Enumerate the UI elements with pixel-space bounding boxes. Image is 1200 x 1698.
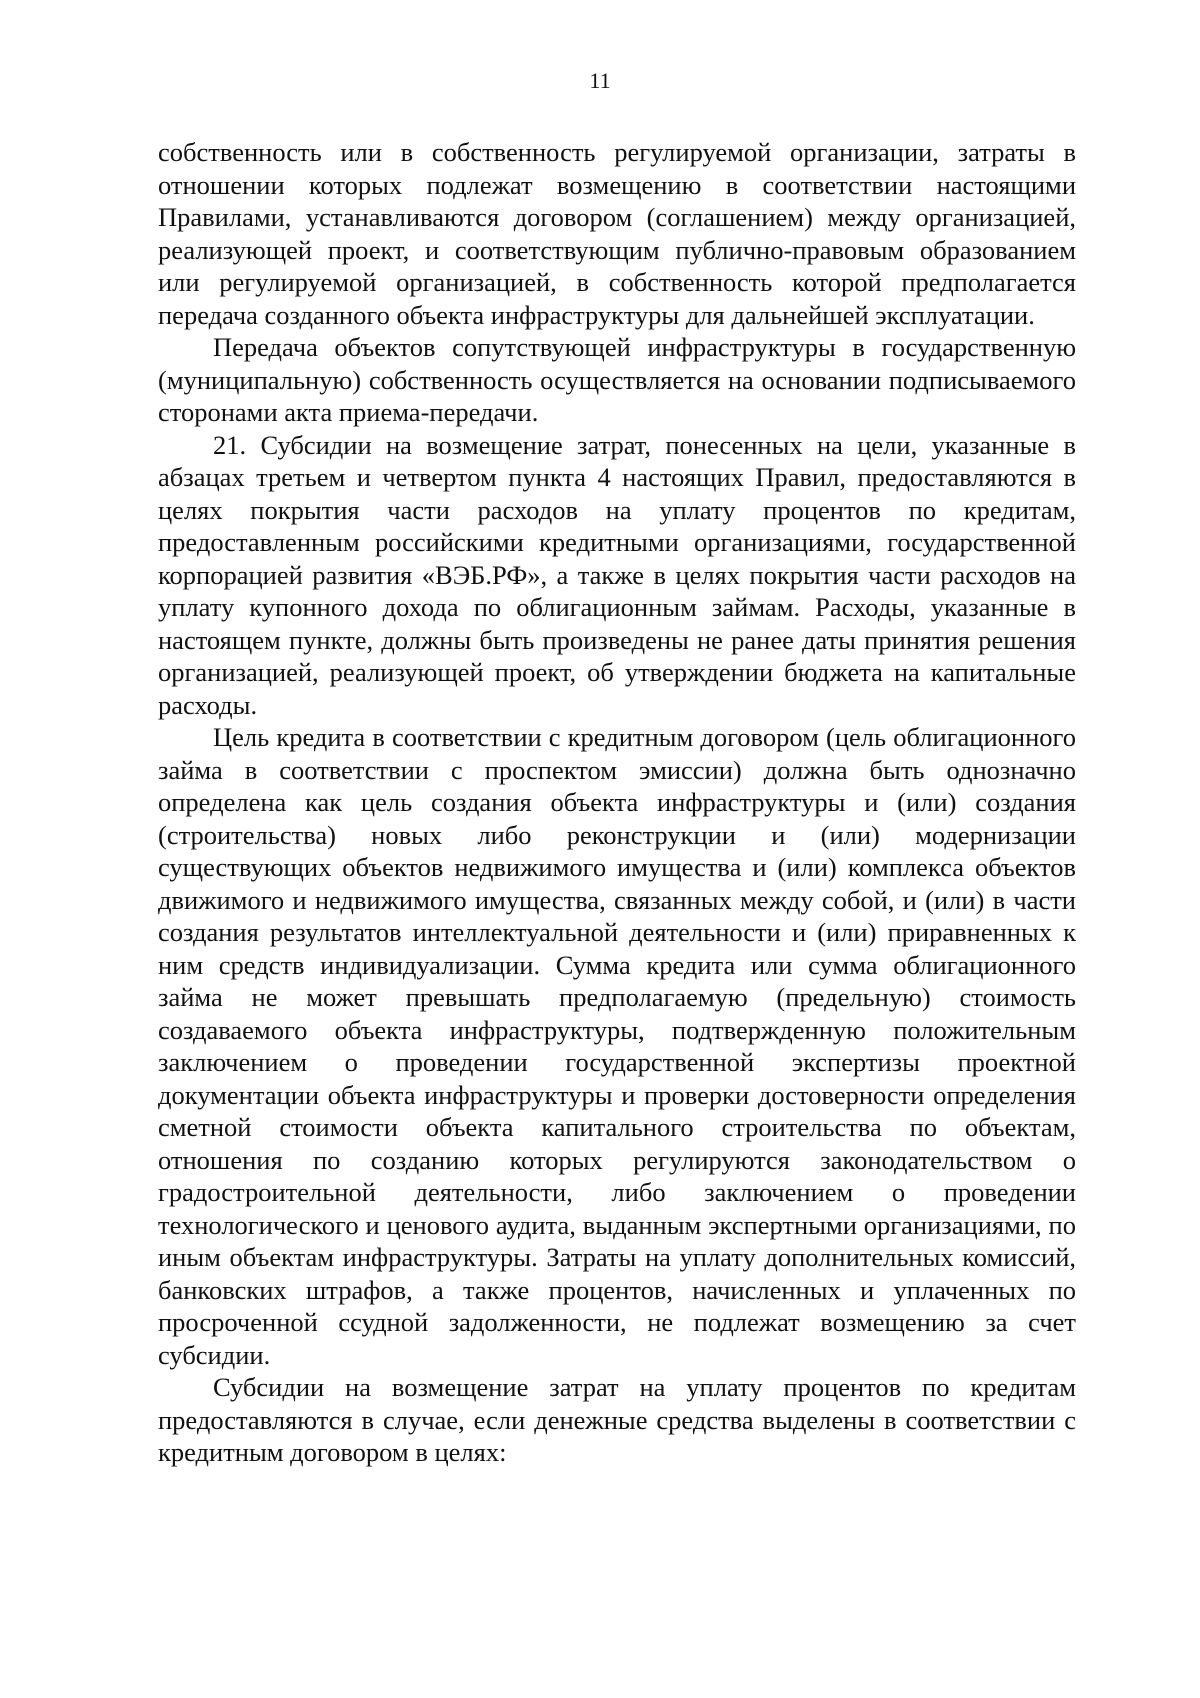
paragraph-subsidy-conditions: Субсидии на возмещение затрат на уплату процентов по кредитам предоставляются в случае, если денежные средства выделены в соответствии с кредитным договором в целях: [158,1372,1076,1467]
paragraph-continuation: собственность или в собственность регулируемой организации, затраты в отношении которых подлежат возмещению в соответствии настоящими Правилами, устанавливаются договором (соглашением) между организацией, реализующей проект, и соответствующим публично-правовым образованием или регулируемой организацией, в собственность которой предполагается передача созданного объекта инфраструктуры для дальнейшей эксплуатации. [158,137,1076,330]
paragraph-clause-21: 21. Субсидии на возмещение затрат, понесенных на цели, указанные в абзацах третьем и четвертом пункта 4 настоящих Правил, предоставляются в целях покрытия части расходов на уплату процентов по кредитам, предоставленным российскими кредитными организациями, государственной корпорацией развития «ВЭБ.РФ», а также в целях покрытия части расходов на уплату купонного дохода по облигационным займам. Расходы, указанные в настоящем пункте, должны быть произведены не ранее даты принятия решения организацией, реализующей проект, об утверждении бюджета на капитальные расходы. [158,429,1076,720]
page-number: 11 [589,68,611,93]
document-body [158,136,1076,1469]
paragraph-transfer-of-objects: Передача объектов сопутствующей инфраструктуры в государственную (муниципальную) собственность осуществляется на основании подписываемого сторонами акта приема-передачи. [158,332,1076,427]
paragraph-credit-purpose: Цель кредита в соответствии с кредитным договором (цель облигационного займа в соответствии с проспектом эмиссии) должна быть однозначно определена как цель создания объекта инфраструктуры и (или) создания (строительства) новых либо реконструкции и (или) модернизации существующих объектов недвижимого имущества и (или) комплекса объектов движимого и недвижимого имущества, связанных между собой, и (или) в части создания результатов интеллектуальной деятельности и (или) приравненных к ним средств индивидуализации. Сумма кредита или сумма облигационного займа не может превышать предполагаемую (предельную) стоимость создаваемого объекта инфраструктуры, подтвержденную положительным заключением о проведении государственной экспертизы проектной документации объекта инфраструктуры и проверки достоверности определения сметной стоимости объекта капитального строительства по объектам, отношения по созданию которых регулируются законодательством о градостроительной деятельности, либо заключением о проведении технологического и ценового аудита, выданным экспертными организациями, по иным объектам инфраструктуры. Затраты на уплату дополнительных комиссий, банковских штрафов, а также процентов, начисленных и уплаченных по просроченной ссудной задолженности, не подлежат возмещению за счет субсидии. [158,722,1076,1370]
